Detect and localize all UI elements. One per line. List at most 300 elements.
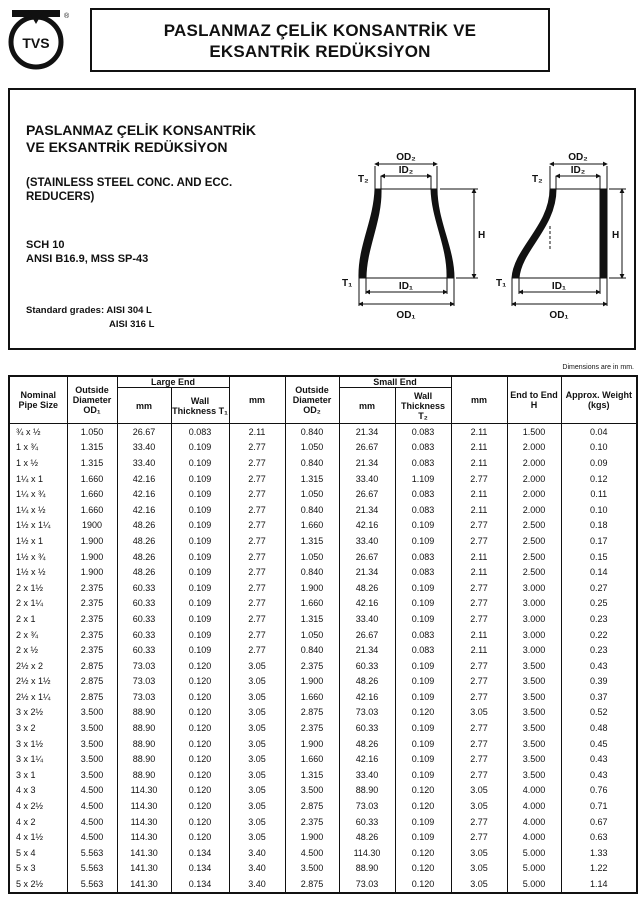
cell-od1-mm: 33.40 bbox=[117, 440, 171, 456]
cell-od1-mm: 33.40 bbox=[117, 455, 171, 471]
cell-od1-mm: 60.33 bbox=[117, 580, 171, 596]
cell-end-to-end: 3.500 bbox=[507, 720, 561, 736]
table-row bbox=[9, 440, 637, 456]
cell-weight: 0.76 bbox=[561, 783, 637, 799]
cell-end-to-end: 3.500 bbox=[507, 705, 561, 721]
cell-t2-mm: 3.05 bbox=[451, 861, 507, 877]
header-large-end: Large End bbox=[117, 376, 229, 388]
cell-t1-mm: 3.05 bbox=[229, 829, 285, 845]
label-t2: T₂ bbox=[358, 174, 369, 185]
cell-nominal-size: 1¼ x ½ bbox=[9, 502, 67, 518]
cell-od2-mm: 26.67 bbox=[339, 549, 395, 565]
cell-od2-mm: 48.26 bbox=[339, 580, 395, 596]
cell-od1-inch: 3.500 bbox=[67, 767, 117, 783]
cell-t2-inch: 0.109 bbox=[395, 533, 451, 549]
cell-end-to-end: 4.000 bbox=[507, 783, 561, 799]
cell-od2-inch: 1.660 bbox=[285, 689, 339, 705]
cell-t1-inch: 0.120 bbox=[171, 689, 229, 705]
cell-nominal-size: 3 x 2½ bbox=[9, 705, 67, 721]
cell-od2-inch: 1.315 bbox=[285, 471, 339, 487]
cell-end-to-end: 2.000 bbox=[507, 440, 561, 456]
table-row bbox=[9, 564, 637, 580]
cell-t1-inch: 0.120 bbox=[171, 814, 229, 830]
cell-t2-mm: 2.77 bbox=[451, 674, 507, 690]
cell-end-to-end: 2.000 bbox=[507, 471, 561, 487]
cell-t2-inch: 0.109 bbox=[395, 736, 451, 752]
cell-t2-inch: 0.120 bbox=[395, 798, 451, 814]
cell-t1-mm: 3.05 bbox=[229, 783, 285, 799]
label-od2: OD₂ bbox=[396, 152, 416, 163]
header-small-end: Small End bbox=[339, 376, 451, 388]
cell-od2-inch: 0.840 bbox=[285, 424, 339, 440]
cell-t2-inch: 0.083 bbox=[395, 642, 451, 658]
cell-od2-inch: 1.315 bbox=[285, 611, 339, 627]
table-row bbox=[9, 736, 637, 752]
header-mm-od2: mm bbox=[339, 388, 395, 424]
cell-od2-mm: 21.34 bbox=[339, 502, 395, 518]
cell-t2-mm: 2.77 bbox=[451, 829, 507, 845]
cell-t2-inch: 0.120 bbox=[395, 705, 451, 721]
cell-od2-mm: 114.30 bbox=[339, 845, 395, 861]
cell-t2-inch: 0.109 bbox=[395, 596, 451, 612]
label-id2: ID₂ bbox=[398, 165, 414, 176]
cell-t1-mm: 2.77 bbox=[229, 455, 285, 471]
cell-weight: 0.12 bbox=[561, 471, 637, 487]
cell-end-to-end: 3.000 bbox=[507, 627, 561, 643]
cell-weight: 0.43 bbox=[561, 751, 637, 767]
header-end-to-end: End to End H bbox=[507, 376, 561, 424]
cell-t2-mm: 2.77 bbox=[451, 596, 507, 612]
cell-t1-mm: 2.77 bbox=[229, 486, 285, 502]
cell-t1-mm: 3.05 bbox=[229, 658, 285, 674]
cell-t1-mm: 2.77 bbox=[229, 502, 285, 518]
header-outside-small: Outside Diameter OD₂ bbox=[285, 376, 339, 424]
cell-od1-inch: 4.500 bbox=[67, 814, 117, 830]
cell-t2-inch: 0.109 bbox=[395, 751, 451, 767]
cell-nominal-size: 3 x 1 bbox=[9, 767, 67, 783]
cell-weight: 0.14 bbox=[561, 564, 637, 580]
cell-nominal-size: 2 x ½ bbox=[9, 642, 67, 658]
cell-weight: 0.25 bbox=[561, 596, 637, 612]
table-row bbox=[9, 502, 637, 518]
cell-t1-inch: 0.109 bbox=[171, 455, 229, 471]
cell-t2-inch: 0.109 bbox=[395, 689, 451, 705]
cell-od1-inch: 2.375 bbox=[67, 580, 117, 596]
cell-od1-inch: 1.900 bbox=[67, 564, 117, 580]
cell-t1-mm: 3.05 bbox=[229, 674, 285, 690]
table-row bbox=[9, 549, 637, 565]
header-mm-small: mm bbox=[451, 376, 507, 424]
cell-od2-mm: 21.34 bbox=[339, 455, 395, 471]
cell-t1-inch: 0.120 bbox=[171, 720, 229, 736]
cell-end-to-end: 4.000 bbox=[507, 829, 561, 845]
cell-od1-inch: 2.875 bbox=[67, 689, 117, 705]
cell-od1-inch: 4.500 bbox=[67, 783, 117, 799]
spec-standard-codes: ANSI B16.9, MSS SP-43 bbox=[26, 253, 149, 265]
cell-od2-inch: 1.660 bbox=[285, 751, 339, 767]
cell-od1-inch: 2.375 bbox=[67, 642, 117, 658]
cell-od2-inch: 2.375 bbox=[285, 814, 339, 830]
cell-nominal-size: 3 x 1½ bbox=[9, 736, 67, 752]
cell-t1-inch: 0.120 bbox=[171, 767, 229, 783]
cell-t2-inch: 0.120 bbox=[395, 845, 451, 861]
table-row bbox=[9, 424, 637, 440]
cell-od2-inch: 2.875 bbox=[285, 876, 339, 893]
cell-od1-mm: 60.33 bbox=[117, 611, 171, 627]
cell-weight: 0.43 bbox=[561, 767, 637, 783]
cell-weight: 0.63 bbox=[561, 829, 637, 845]
cell-od1-inch: 5.563 bbox=[67, 876, 117, 893]
cell-weight: 1.14 bbox=[561, 876, 637, 893]
cell-weight: 0.04 bbox=[561, 424, 637, 440]
cell-od1-mm: 73.03 bbox=[117, 674, 171, 690]
table-row bbox=[9, 658, 637, 674]
cell-od2-inch: 1.050 bbox=[285, 440, 339, 456]
cell-t2-inch: 0.083 bbox=[395, 486, 451, 502]
table-row bbox=[9, 486, 637, 502]
label-h-ecc: H bbox=[612, 230, 620, 241]
cell-weight: 0.52 bbox=[561, 705, 637, 721]
cell-t2-mm: 2.77 bbox=[451, 471, 507, 487]
spec-title-line1: PASLANMAZ ÇELİK KONSANTRİK bbox=[26, 122, 256, 138]
cell-od2-mm: 88.90 bbox=[339, 783, 395, 799]
reducer-dimensions-table bbox=[8, 375, 638, 894]
cell-t1-inch: 0.109 bbox=[171, 518, 229, 534]
cell-od2-inch: 1.900 bbox=[285, 736, 339, 752]
cell-t1-inch: 0.120 bbox=[171, 736, 229, 752]
cell-weight: 0.09 bbox=[561, 455, 637, 471]
cell-t1-inch: 0.109 bbox=[171, 486, 229, 502]
cell-t2-mm: 2.77 bbox=[451, 580, 507, 596]
cell-od2-mm: 48.26 bbox=[339, 736, 395, 752]
cell-t2-inch: 0.120 bbox=[395, 876, 451, 893]
cell-od2-inch: 0.840 bbox=[285, 455, 339, 471]
table-row bbox=[9, 783, 637, 799]
cell-t2-mm: 2.11 bbox=[451, 627, 507, 643]
header-wall-large: Wall Thickness T₁ bbox=[171, 388, 229, 424]
cell-t1-inch: 0.109 bbox=[171, 596, 229, 612]
label-id1-ecc: ID₁ bbox=[551, 281, 567, 292]
cell-t1-mm: 3.40 bbox=[229, 861, 285, 877]
spec-grades bbox=[26, 304, 154, 332]
cell-t1-inch: 0.120 bbox=[171, 829, 229, 845]
cell-od1-inch: 1.050 bbox=[67, 424, 117, 440]
cell-nominal-size: 3 x 2 bbox=[9, 720, 67, 736]
cell-t1-inch: 0.109 bbox=[171, 471, 229, 487]
spec-standards bbox=[26, 238, 148, 266]
concentric-reducer-shape bbox=[359, 164, 478, 306]
cell-od1-inch: 2.875 bbox=[67, 658, 117, 674]
cell-t2-mm: 2.11 bbox=[451, 642, 507, 658]
cell-weight: 0.15 bbox=[561, 549, 637, 565]
cell-t2-inch: 0.109 bbox=[395, 580, 451, 596]
cell-t2-mm: 3.05 bbox=[451, 798, 507, 814]
cell-weight: 0.43 bbox=[561, 658, 637, 674]
cell-end-to-end: 3.500 bbox=[507, 658, 561, 674]
cell-nominal-size: 1½ x 1¼ bbox=[9, 518, 67, 534]
cell-t2-inch: 0.109 bbox=[395, 767, 451, 783]
cell-weight: 0.37 bbox=[561, 689, 637, 705]
cell-nominal-size: 1½ x ¾ bbox=[9, 549, 67, 565]
cell-t1-mm: 3.05 bbox=[229, 736, 285, 752]
cell-t2-mm: 2.11 bbox=[451, 549, 507, 565]
cell-t2-inch: 0.083 bbox=[395, 502, 451, 518]
cell-t2-mm: 3.05 bbox=[451, 783, 507, 799]
cell-od1-inch: 1.315 bbox=[67, 440, 117, 456]
cell-t2-inch: 0.120 bbox=[395, 783, 451, 799]
cell-od2-mm: 33.40 bbox=[339, 611, 395, 627]
cell-t2-inch: 0.109 bbox=[395, 674, 451, 690]
cell-end-to-end: 2.000 bbox=[507, 502, 561, 518]
cell-t1-inch: 0.134 bbox=[171, 876, 229, 893]
cell-end-to-end: 3.500 bbox=[507, 751, 561, 767]
cell-end-to-end: 2.000 bbox=[507, 455, 561, 471]
cell-nominal-size: 5 x 3 bbox=[9, 861, 67, 877]
cell-od2-mm: 26.67 bbox=[339, 440, 395, 456]
cell-end-to-end: 4.000 bbox=[507, 814, 561, 830]
cell-end-to-end: 1.500 bbox=[507, 424, 561, 440]
cell-od1-inch: 1.660 bbox=[67, 502, 117, 518]
cell-t1-inch: 0.109 bbox=[171, 642, 229, 658]
cell-end-to-end: 5.000 bbox=[507, 876, 561, 893]
cell-od1-mm: 48.26 bbox=[117, 549, 171, 565]
cell-weight: 0.23 bbox=[561, 642, 637, 658]
header-mm-od1: mm bbox=[117, 388, 171, 424]
header-weight: Approx. Weight (kgs) bbox=[561, 376, 637, 424]
eccentric-reducer-shape bbox=[512, 164, 626, 306]
header-outside-large: Outside Diameter OD₁ bbox=[67, 376, 117, 424]
cell-t2-mm: 2.77 bbox=[451, 611, 507, 627]
cell-od2-inch: 1.900 bbox=[285, 674, 339, 690]
cell-od1-inch: 1.660 bbox=[67, 486, 117, 502]
table-row bbox=[9, 798, 637, 814]
cell-od1-inch: 3.500 bbox=[67, 720, 117, 736]
cell-t1-inch: 0.120 bbox=[171, 705, 229, 721]
cell-od2-inch: 2.375 bbox=[285, 720, 339, 736]
cell-od1-mm: 42.16 bbox=[117, 471, 171, 487]
cell-od2-mm: 21.34 bbox=[339, 642, 395, 658]
cell-od2-inch: 4.500 bbox=[285, 845, 339, 861]
cell-t1-inch: 0.109 bbox=[171, 611, 229, 627]
cell-t1-inch: 0.120 bbox=[171, 783, 229, 799]
cell-od2-mm: 48.26 bbox=[339, 674, 395, 690]
cell-od2-inch: 1.050 bbox=[285, 627, 339, 643]
cell-od1-inch: 1.900 bbox=[67, 533, 117, 549]
cell-nominal-size: 1½ x ½ bbox=[9, 564, 67, 580]
label-od1-ecc: OD₁ bbox=[549, 310, 569, 321]
cell-od2-mm: 73.03 bbox=[339, 876, 395, 893]
cell-od1-inch: 4.500 bbox=[67, 829, 117, 845]
cell-nominal-size: 4 x 2 bbox=[9, 814, 67, 830]
cell-od1-mm: 42.16 bbox=[117, 502, 171, 518]
cell-od2-mm: 21.34 bbox=[339, 564, 395, 580]
cell-t1-mm: 3.05 bbox=[229, 767, 285, 783]
cell-od1-mm: 42.16 bbox=[117, 486, 171, 502]
cell-t1-mm: 2.77 bbox=[229, 533, 285, 549]
cell-end-to-end: 3.000 bbox=[507, 642, 561, 658]
cell-od2-inch: 1.900 bbox=[285, 580, 339, 596]
cell-nominal-size: 2 x 1¼ bbox=[9, 596, 67, 612]
cell-od2-inch: 2.375 bbox=[285, 658, 339, 674]
cell-nominal-size: 2 x ¾ bbox=[9, 627, 67, 643]
cell-nominal-size: 1½ x 1 bbox=[9, 533, 67, 549]
spec-title bbox=[26, 122, 256, 156]
cell-t1-mm: 2.77 bbox=[229, 580, 285, 596]
cell-t2-mm: 3.05 bbox=[451, 845, 507, 861]
cell-od2-mm: 73.03 bbox=[339, 705, 395, 721]
table-row bbox=[9, 455, 637, 471]
cell-od2-mm: 42.16 bbox=[339, 596, 395, 612]
table-body bbox=[9, 424, 637, 893]
cell-weight: 0.71 bbox=[561, 798, 637, 814]
cell-od2-mm: 73.03 bbox=[339, 798, 395, 814]
cell-od2-mm: 33.40 bbox=[339, 533, 395, 549]
cell-od2-inch: 1.660 bbox=[285, 518, 339, 534]
label-od1: OD₁ bbox=[396, 310, 416, 321]
cell-od1-inch: 4.500 bbox=[67, 798, 117, 814]
cell-t2-mm: 2.77 bbox=[451, 533, 507, 549]
cell-t1-mm: 3.05 bbox=[229, 720, 285, 736]
table-row bbox=[9, 689, 637, 705]
table-row bbox=[9, 876, 637, 893]
cell-t2-inch: 0.120 bbox=[395, 861, 451, 877]
cell-od1-mm: 60.33 bbox=[117, 642, 171, 658]
cell-t2-mm: 3.05 bbox=[451, 705, 507, 721]
table-row bbox=[9, 533, 637, 549]
cell-t2-mm: 2.11 bbox=[451, 455, 507, 471]
cell-end-to-end: 3.500 bbox=[507, 767, 561, 783]
cell-t2-mm: 2.11 bbox=[451, 486, 507, 502]
cell-od2-mm: 48.26 bbox=[339, 829, 395, 845]
cell-od1-mm: 88.90 bbox=[117, 705, 171, 721]
cell-nominal-size: 2½ x 1½ bbox=[9, 674, 67, 690]
cell-end-to-end: 3.000 bbox=[507, 611, 561, 627]
cell-od1-inch: 2.875 bbox=[67, 674, 117, 690]
cell-t1-inch: 0.134 bbox=[171, 861, 229, 877]
cell-t1-mm: 2.77 bbox=[229, 642, 285, 658]
cell-t1-mm: 2.77 bbox=[229, 564, 285, 580]
cell-od1-mm: 48.26 bbox=[117, 533, 171, 549]
cell-t1-mm: 3.40 bbox=[229, 845, 285, 861]
cell-nominal-size: 3 x 1¼ bbox=[9, 751, 67, 767]
cell-od2-mm: 33.40 bbox=[339, 471, 395, 487]
cell-t2-inch: 0.083 bbox=[395, 440, 451, 456]
table-row bbox=[9, 751, 637, 767]
cell-t2-mm: 2.77 bbox=[451, 767, 507, 783]
cell-weight: 0.17 bbox=[561, 533, 637, 549]
cell-od1-mm: 48.26 bbox=[117, 518, 171, 534]
cell-od1-mm: 114.30 bbox=[117, 829, 171, 845]
cell-od1-mm: 88.90 bbox=[117, 751, 171, 767]
cell-od1-mm: 26.67 bbox=[117, 424, 171, 440]
cell-od1-mm: 114.30 bbox=[117, 783, 171, 799]
cell-t2-mm: 2.77 bbox=[451, 720, 507, 736]
cell-nominal-size: 4 x 2½ bbox=[9, 798, 67, 814]
cell-od1-inch: 1900 bbox=[67, 518, 117, 534]
label-od2-ecc: OD₂ bbox=[568, 152, 588, 163]
cell-t1-inch: 0.120 bbox=[171, 798, 229, 814]
cell-weight: 0.48 bbox=[561, 720, 637, 736]
cell-od2-mm: 26.67 bbox=[339, 627, 395, 643]
cell-od1-mm: 141.30 bbox=[117, 845, 171, 861]
cell-od2-inch: 1.050 bbox=[285, 549, 339, 565]
logo-text: TVS bbox=[22, 35, 50, 51]
cell-t2-mm: 2.11 bbox=[451, 502, 507, 518]
cell-t1-inch: 0.109 bbox=[171, 627, 229, 643]
cell-weight: 0.45 bbox=[561, 736, 637, 752]
label-h: H bbox=[478, 230, 486, 241]
cell-nominal-size: 2 x 1 bbox=[9, 611, 67, 627]
cell-od1-mm: 141.30 bbox=[117, 876, 171, 893]
cell-od2-mm: 60.33 bbox=[339, 720, 395, 736]
cell-end-to-end: 4.000 bbox=[507, 798, 561, 814]
cell-t1-inch: 0.120 bbox=[171, 658, 229, 674]
cell-weight: 0.67 bbox=[561, 814, 637, 830]
table-row bbox=[9, 845, 637, 861]
cell-end-to-end: 3.500 bbox=[507, 736, 561, 752]
cell-weight: 0.10 bbox=[561, 440, 637, 456]
cell-t1-inch: 0.120 bbox=[171, 674, 229, 690]
cell-end-to-end: 5.000 bbox=[507, 845, 561, 861]
cell-end-to-end: 2.000 bbox=[507, 486, 561, 502]
cell-t1-inch: 0.109 bbox=[171, 533, 229, 549]
cell-od2-inch: 0.840 bbox=[285, 502, 339, 518]
cell-t1-inch: 0.134 bbox=[171, 845, 229, 861]
cell-od1-inch: 1.660 bbox=[67, 471, 117, 487]
cell-od1-inch: 2.375 bbox=[67, 596, 117, 612]
cell-t1-inch: 0.109 bbox=[171, 564, 229, 580]
spec-grades-line1: Standard grades: AISI 304 L bbox=[26, 305, 152, 316]
table-header bbox=[9, 376, 637, 424]
cell-end-to-end: 3.500 bbox=[507, 674, 561, 690]
cell-od1-mm: 73.03 bbox=[117, 689, 171, 705]
label-id2-ecc: ID₂ bbox=[570, 165, 586, 176]
label-t2-ecc: T₂ bbox=[532, 174, 543, 185]
table-row bbox=[9, 471, 637, 487]
cell-t2-inch: 0.109 bbox=[395, 611, 451, 627]
page-title-line1: PASLANMAZ ÇELİK KONSANTRİK VE bbox=[163, 21, 477, 40]
cell-od2-mm: 26.67 bbox=[339, 486, 395, 502]
cell-t1-mm: 2.77 bbox=[229, 518, 285, 534]
cell-od2-inch: 3.500 bbox=[285, 861, 339, 877]
cell-t2-inch: 0.083 bbox=[395, 424, 451, 440]
table-row bbox=[9, 580, 637, 596]
table-row bbox=[9, 627, 637, 643]
table-row bbox=[9, 861, 637, 877]
table-row bbox=[9, 705, 637, 721]
cell-weight: 1.22 bbox=[561, 861, 637, 877]
cell-od1-inch: 1.900 bbox=[67, 549, 117, 565]
cell-end-to-end: 2.500 bbox=[507, 549, 561, 565]
label-t1-ecc: T₁ bbox=[496, 278, 507, 289]
cell-end-to-end: 2.500 bbox=[507, 564, 561, 580]
cell-od1-mm: 88.90 bbox=[117, 720, 171, 736]
cell-od1-mm: 141.30 bbox=[117, 861, 171, 877]
cell-t2-inch: 0.109 bbox=[395, 518, 451, 534]
table-row bbox=[9, 720, 637, 736]
cell-end-to-end: 3.000 bbox=[507, 596, 561, 612]
cell-od2-inch: 1.315 bbox=[285, 533, 339, 549]
table-row bbox=[9, 814, 637, 830]
cell-end-to-end: 5.000 bbox=[507, 861, 561, 877]
cell-od2-inch: 0.840 bbox=[285, 642, 339, 658]
cell-t1-mm: 3.40 bbox=[229, 876, 285, 893]
cell-t2-inch: 0.083 bbox=[395, 564, 451, 580]
header-mm-large: mm bbox=[229, 376, 285, 424]
cell-weight: 0.11 bbox=[561, 486, 637, 502]
cell-t2-mm: 2.77 bbox=[451, 751, 507, 767]
cell-weight: 1.33 bbox=[561, 845, 637, 861]
